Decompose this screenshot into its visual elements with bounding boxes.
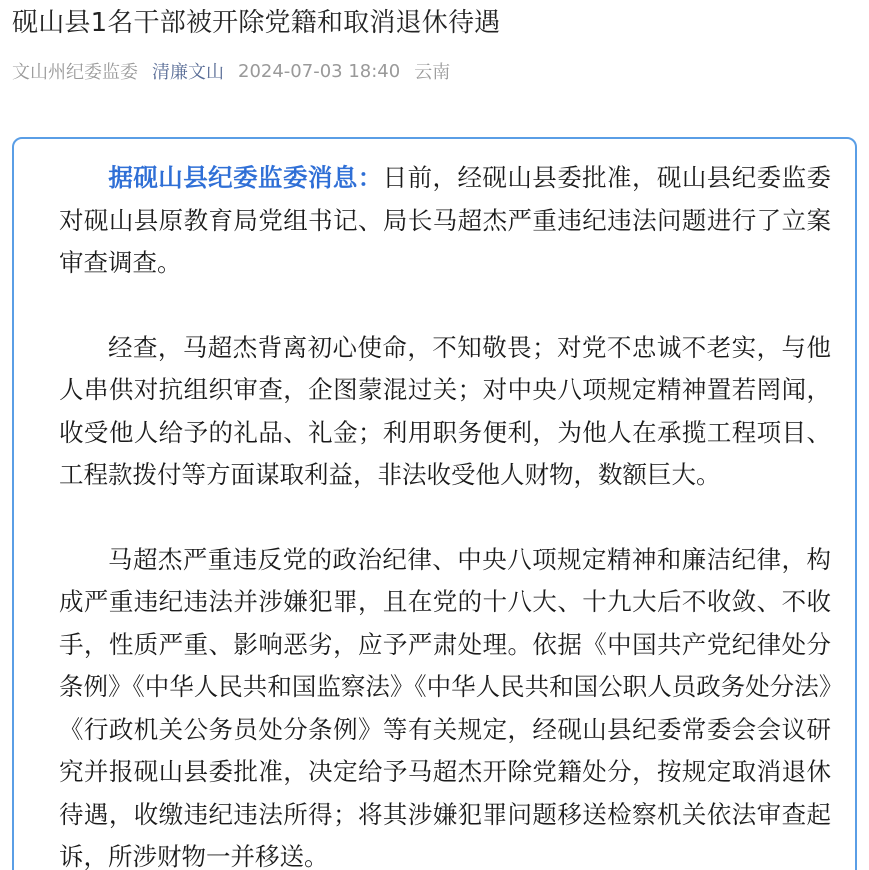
publish-location: 云南 xyxy=(414,62,451,83)
article-title: 砚山县1名干部被开除党籍和取消退休待遇 xyxy=(12,8,501,38)
article-meta xyxy=(12,57,464,85)
paragraph-findings: 经查，马超杰背离初心使命，不知敬畏；对党不忠诚不老实，与他人串供对抗组织审查，企图蒙混过关；对中央八项规定精神置若罔闻，收受他人给予的礼品、礼金；利用职务便利，为他人在承揽工程项目、工程款拨付等方面谋取利益，非法收受他人财物，数额巨大。 xyxy=(59,332,831,489)
paragraph-lead: 据砚山县纪委监委消息： xyxy=(108,163,383,192)
account-link[interactable]: 清廉文山 xyxy=(152,62,224,83)
paragraph-decision: 马超杰严重违反党的政治纪律、中央八项规定精神和廉洁纪律，构成严重违纪违法并涉嫌犯罪，且在党的十八大、十九大后不收敛、不收手，性质严重、影响恶劣，应予严肃处理。依据《中国共产党纪律处分条例》《中华人民共和国监察法》《中华人民共和国公职人员政务处分法》《行政机关公务员处分条例》等有关规定，经砚山县纪委常委会会议研究并报砚山县委批准，决定给予马超杰开除党籍处分，按规定取消退休待遇，收缴违纪违法所得；将其涉嫌犯罪问题移送检察机关依法审查起诉，所涉财物一并移送。 xyxy=(59,544,831,870)
article-body-card xyxy=(12,137,857,870)
paragraph-intro xyxy=(59,157,831,285)
paragraph-text: 日前，经砚山县委批准，砚山县纪委监委对砚山县原教育局党组书记、局长马超杰严重违纪违法问题进行了立案审查调查。 xyxy=(59,163,831,277)
publish-datetime: 2024-07-03 18:40 xyxy=(238,60,401,82)
source-label: 文山州纪委监委 xyxy=(12,62,138,83)
